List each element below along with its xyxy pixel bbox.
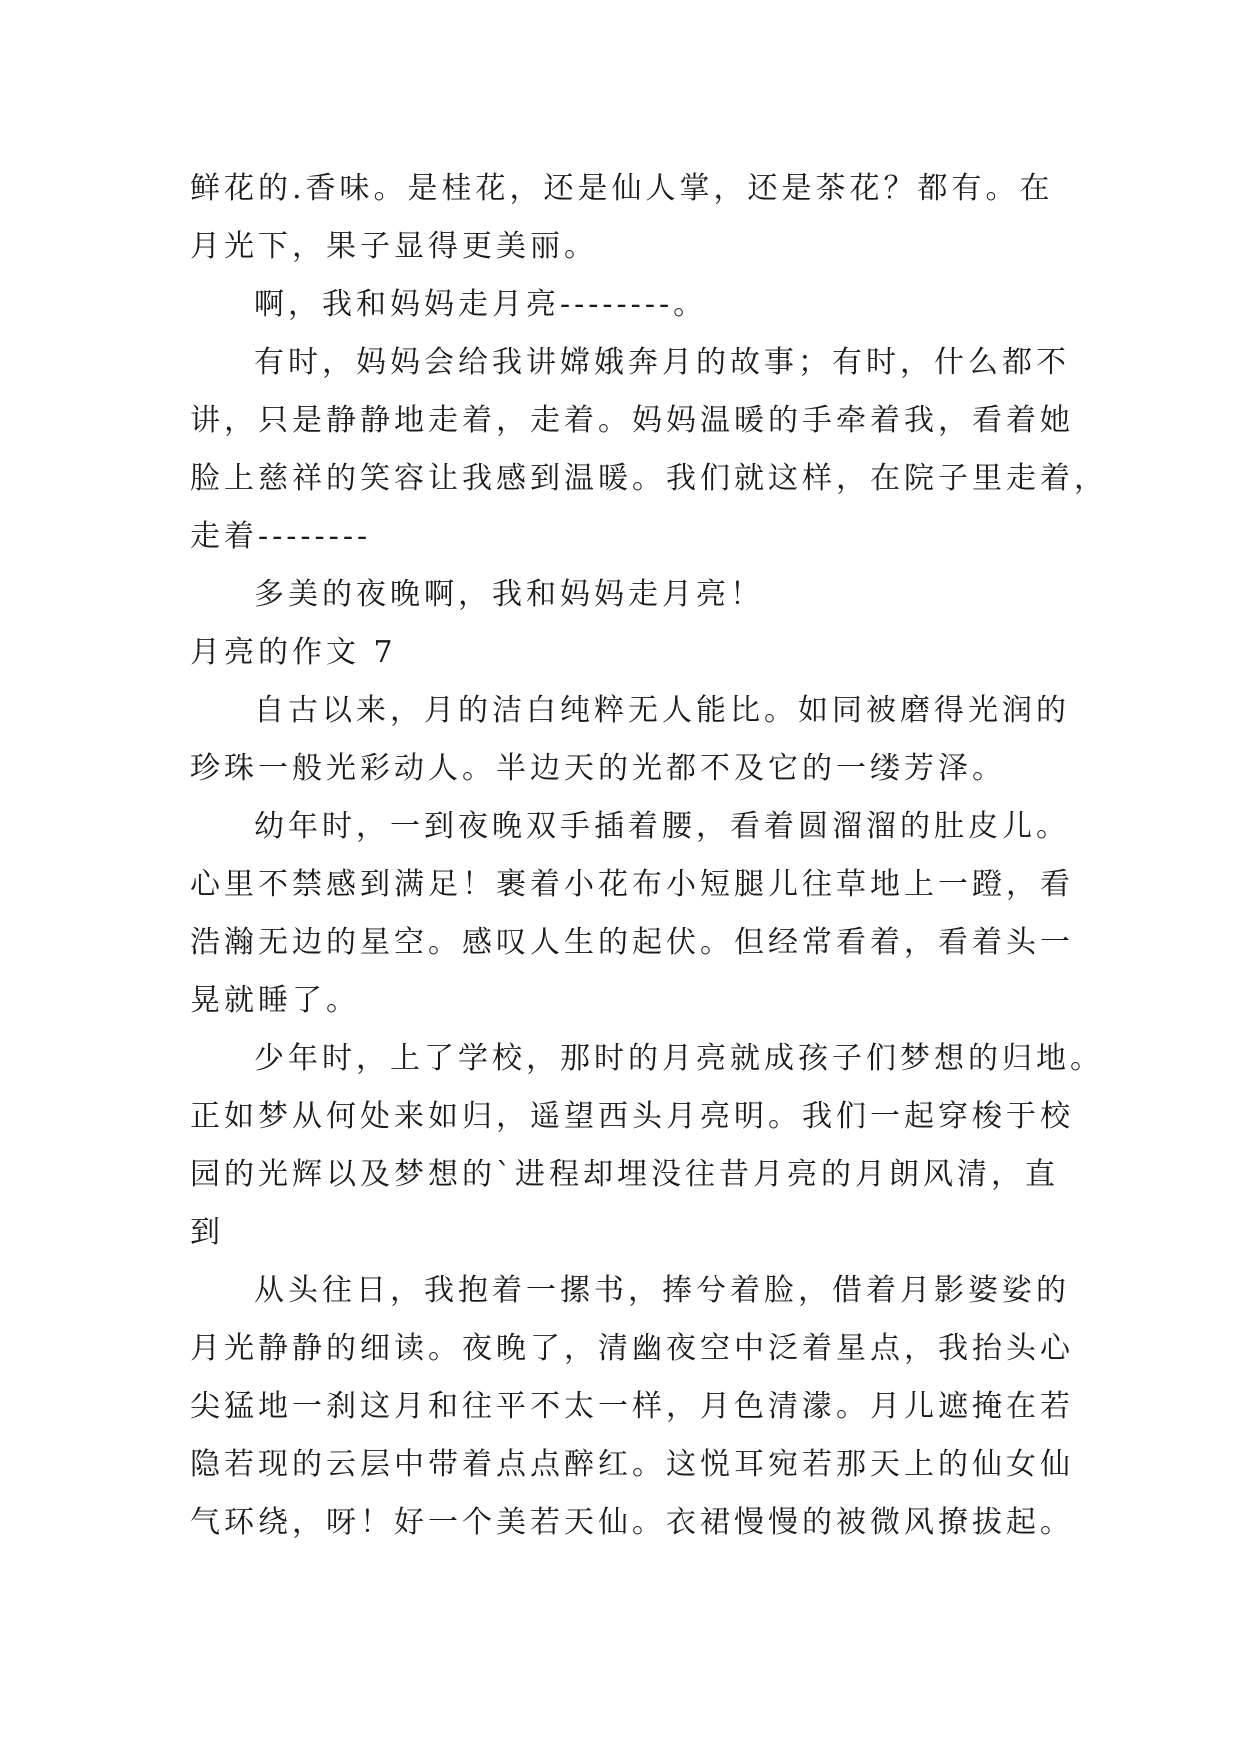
paragraph <box>190 160 1090 276</box>
section-heading: 月亮的作文 7 <box>190 635 397 670</box>
paragraph <box>190 276 1090 334</box>
paragraph-line: 浩瀚无边的星空。感叹人生的起伏。但经常看着，看着头一 <box>190 925 1074 960</box>
paragraph <box>190 682 1090 798</box>
paragraph <box>190 1030 1104 1262</box>
paragraph-line: 月光静静的细读。夜晚了，清幽夜空中泛着星点，我抬头心 <box>190 1331 1074 1366</box>
paragraph-line: 气环绕，呀！好一个美若天仙。衣裙慢慢的被微风撩拔起。 <box>190 1505 1074 1540</box>
paragraph-line: 有时，妈妈会给我讲嫦娥奔月的故事；有时，什么都不 <box>254 345 1070 380</box>
paragraph <box>190 334 1108 566</box>
paragraph-line: 正如梦从何处来如归，遥望西头月亮明。我们一起穿梭于校 <box>190 1099 1074 1134</box>
paragraph-line: 讲，只是静静地走着，走着。妈妈温暖的手牵着我，看着她 <box>190 403 1074 438</box>
paragraph <box>190 566 1090 624</box>
paragraph-line: 脸上慈祥的笑容让我感到温暖。我们就这样，在院子里走着， <box>190 461 1108 496</box>
paragraph-line: 从头往日，我抱着一摞书，捧兮着脸，借着月影婆娑的 <box>254 1273 1070 1308</box>
paragraph-line: 心里不禁感到满足！裹着小花布小短腿儿往草地上一蹬，看 <box>190 867 1074 902</box>
paragraph-line: 尖猛地一刹这月和往平不太一样，月色清濛。月儿遮掩在若 <box>190 1389 1074 1424</box>
paragraph-line: 走着-------- <box>190 519 372 554</box>
paragraph-line: 月光下，果子显得更美丽。 <box>190 229 598 264</box>
paragraph-line: 珍珠一般光彩动人。半边天的光都不及它的一缕芳泽。 <box>190 751 1006 786</box>
paragraph-line: 少年时，上了学校，那时的月亮就成孩子们梦想的归地。 <box>254 1041 1104 1076</box>
paragraph-line: 隐若现的云层中带着点点醉红。这悦耳宛若那天上的仙女仙 <box>190 1447 1074 1482</box>
paragraph-line: 到 <box>190 1215 224 1250</box>
paragraph-line: 自古以来，月的洁白纯粹无人能比。如同被磨得光润的 <box>254 693 1070 728</box>
paragraph-line: 鲜花的.香味。是桂花，还是仙人掌，还是茶花？都有。在 <box>190 171 1054 206</box>
paragraph-line: 啊，我和妈妈走月亮--------。 <box>254 287 708 322</box>
paragraph-line: 多美的夜晚啊，我和妈妈走月亮！ <box>254 577 764 612</box>
paragraph-line: 园的光辉以及梦想的`进程却埋没往昔月亮的月朗风清，直 <box>190 1157 1059 1192</box>
paragraph <box>190 1262 1090 1552</box>
paragraph <box>190 798 1090 1030</box>
document-body <box>190 160 1108 1552</box>
paragraph-line: 晃就睡了。 <box>190 983 360 1018</box>
paragraph-line: 幼年时，一到夜晚双手插着腰，看着圆溜溜的肚皮儿。 <box>254 809 1070 844</box>
